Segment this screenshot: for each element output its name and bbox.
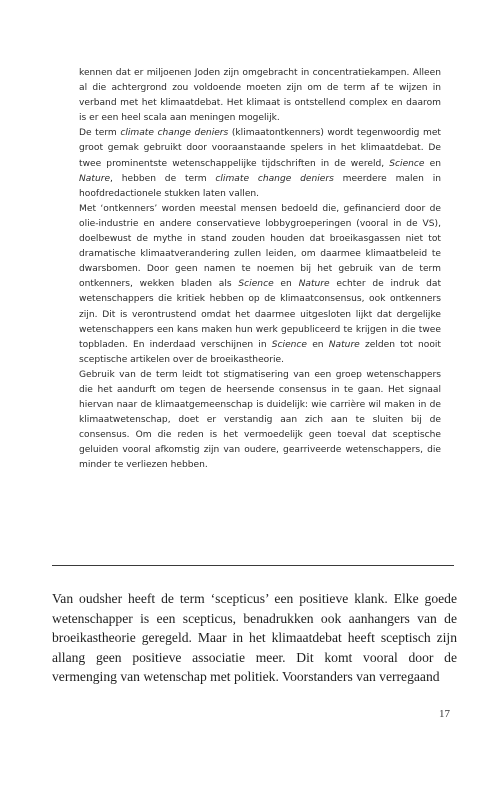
box-paragraph — [79, 368, 441, 474]
text-run: en — [307, 339, 329, 350]
text-run: echter de indruk dat wetenschappers die kritiek hebben op de klimaatconsensus, ook ontkenners zijn. Dit is verontrustend omdat het daarmee uitgesloten lijkt dat dergelijke wetenschappers een kans maken hun werk gepubliceerd te krijgen in die twee topbladen. En inderdaad verschijnen in — [79, 279, 442, 350]
text-run: , hebben de term — [110, 173, 216, 184]
italic-term: Science — [389, 158, 425, 169]
main-body-text — [52, 589, 457, 687]
italic-term: climate change deniers — [120, 128, 229, 139]
box-paragraph — [79, 66, 441, 126]
text-run: De term — [79, 128, 121, 139]
box-paragraph — [79, 202, 441, 368]
italic-term: Science — [238, 279, 274, 290]
text-run: zelden tot nooit sceptische artikelen over de broeikastheorie. — [79, 339, 441, 365]
italic-term: Nature — [298, 279, 330, 290]
page-number: 17 — [439, 708, 450, 720]
italic-term: Science — [271, 339, 308, 350]
box-paragraph — [79, 126, 441, 201]
text-run: (klimaatontkenners) wordt tegenwoordig met groot gemak gebruikt door vooraanstaande spelers in het klimaatdebat. De twee prominentste wetenschappelijke tijdschriften in de wereld, — [79, 128, 441, 169]
text-run: en — [424, 158, 442, 169]
italic-term: Nature — [79, 173, 111, 184]
body-paragraph: Van oudsher heeft de term ‘scepticus’ een positieve klank. Elke goede wetenschapper is een scepticus, benadrukken ook aanhangers van de broeikastheorie geregeld. Maar in het klimaatdebat heeft sceptisch zijn allang geen positieve associatie meer. Dit komt vooral door de vermenging van wetenschap met politiek. Voorstanders van verregaand — [52, 591, 457, 685]
text-run: Gebruik van de term leidt tot stigmatisering van een groep wetenschappers die het aandurft om tegen de heersende consensus in te gaan. Het signaal hiervan naar de klimaatgemeenschap is duidelijk: wie carrière wil maken in de klimaatwetenschap, doet er verstandig aan zich aan te sluiten bij de consensus. Om die reden is het vermoedelijk geen toeval dat sceptische geluiden vooral afkomstig zijn van oudere, gearriveerde wetenschappers, die minder te verliezen hebben. — [79, 369, 441, 471]
text-run: meerdere malen in hoofdredactionele stukken laten vallen. — [79, 173, 441, 199]
text-run: en — [273, 279, 299, 290]
sidebar-text-box — [79, 66, 441, 474]
separator-rule — [52, 565, 454, 566]
italic-term: Nature — [328, 339, 360, 350]
text-run: Met ‘ontkenners’ worden meestal mensen bedoeld die, gefinancierd door de olie-industrie en andere conservatieve lobbygroeperingen (vooral in de VS), doelbewust de mythe in stand zouden houden dat broeikasgassen niet tot dramatische klimaatverandering zullen leiden, om daarmee klimaatbeleid te dwarsbomen. Door geen namen te noemen bij het gebruik van de term ontkenners, wekken bladen als — [79, 203, 441, 290]
italic-term: climate change deniers — [215, 173, 334, 184]
text-run: kennen dat er miljoenen Joden zijn omgebracht in concentratiekampen. Alleen al die achtergrond zou voldoende moeten zijn om de term af te wijzen in verband met het klimaatdebat. Het klimaat is ontstellend complex en daarom is er een heel scala aan meningen mogelijk. — [79, 68, 441, 124]
